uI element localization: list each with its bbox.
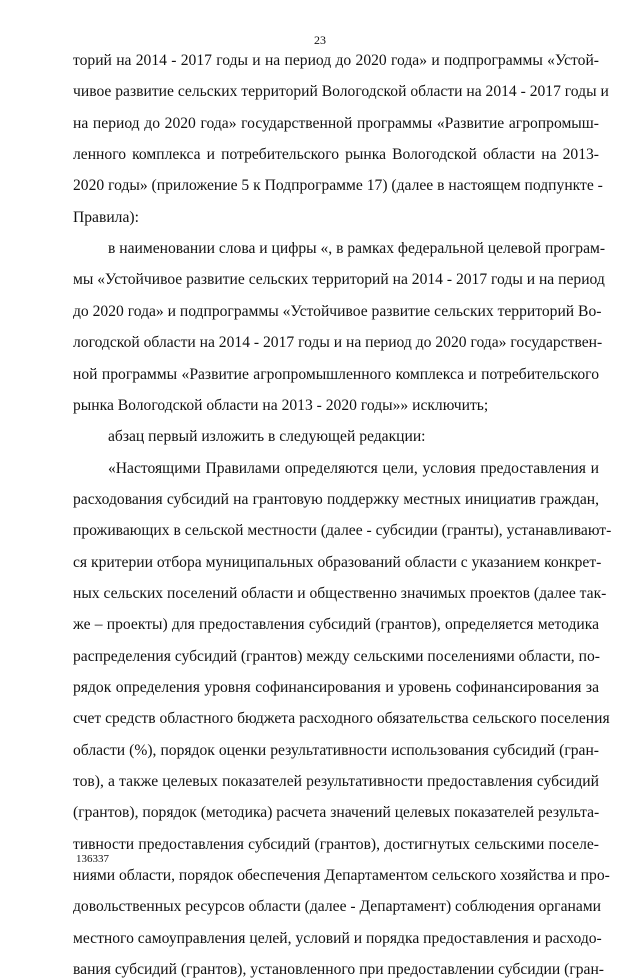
text-line: абзац первый изложить в следующей редакции: bbox=[108, 428, 426, 446]
text-line: счет средств областного бюджета расходного обязательства сельского поселения bbox=[73, 710, 610, 728]
text-line: ленного комплекса и потребительского рынка Вологодской области на 2013- bbox=[73, 146, 599, 164]
page-number: 23 bbox=[314, 33, 326, 47]
text-line: (грантов), порядок (методика) расчета значений целевых показателей результа- bbox=[73, 804, 600, 822]
text-line: чивое развитие сельских территорий Вологодской области на 2014 - 2017 годы и bbox=[73, 83, 609, 101]
text-line: в наименовании слова и цифры «, в рамках федеральной целевой програм- bbox=[108, 240, 606, 258]
text-line: распределения субсидий (грантов) между сельскими поселениями области, по- bbox=[73, 647, 600, 665]
text-line: проживающих в сельской местности (далее - субсидии (гранты), устанавливают- bbox=[73, 522, 612, 540]
text-line: же – проекты) для предоставления субсидий (грантов), определяется методика bbox=[73, 616, 599, 634]
text-line: до 2020 года» и подпрограммы «Устойчивое развитие сельских территорий Во- bbox=[73, 302, 602, 320]
text-line: довольственных ресурсов области (далее - Департамент) соблюдения органами bbox=[73, 898, 601, 916]
text-line: ниями области, порядок обеспечения Департаментом сельского хозяйства и про- bbox=[73, 867, 610, 885]
text-line: тов), а также целевых показателей результативности предоставления субсидий bbox=[73, 773, 599, 791]
text-line: области (%), порядок оценки результативности использования субсидий (гран- bbox=[73, 741, 599, 759]
document-code: 136337 bbox=[76, 853, 109, 865]
text-line: «Настоящими Правилами определяются цели, условия предоставления и bbox=[108, 459, 599, 477]
text-line: на период до 2020 года» государственной программы «Развитие агропромыш- bbox=[73, 114, 599, 132]
text-line: ной программы «Развитие агропромышленного комплекса и потребительского bbox=[73, 365, 599, 383]
text-line: 2020 годы» (приложение 5 к Подпрограмме 17) (далее в настоящем подпункте - bbox=[73, 177, 603, 195]
text-line: рядок определения уровня софинансирования и уровень софинансирования за bbox=[73, 679, 599, 696]
text-line: тивности предоставления субсидий (грантов), достигнутых сельскими поселе- bbox=[73, 835, 599, 853]
text-line: Правила): bbox=[73, 208, 139, 226]
text-line: торий на 2014 - 2017 годы и на период до 2020 года» и подпрограммы «Устой- bbox=[73, 52, 599, 69]
text-line: мы «Устойчивое развитие сельских территорий на 2014 - 2017 годы и на период bbox=[73, 271, 605, 289]
text-line: расходования субсидий на грантовую поддержку местных инициатив граждан, bbox=[73, 490, 599, 508]
text-line: рынка Вологодской области на 2013 - 2020 годы»» исключить; bbox=[73, 396, 489, 414]
text-line: местного самоуправления целей, условий и порядка предоставления и расходо- bbox=[73, 929, 602, 947]
text-line: ся критерии отбора муниципальных образований области с указанием конкрет- bbox=[73, 553, 602, 571]
text-line: вания субсидий (грантов), установленного при предоставлении субсидии (гран- bbox=[73, 961, 604, 979]
text-line: логодской области на 2014 - 2017 годы и на период до 2020 года» государствен- bbox=[73, 334, 603, 352]
text-line: ных сельских поселений области и общественно значимых проектов (далее так- bbox=[73, 584, 607, 602]
